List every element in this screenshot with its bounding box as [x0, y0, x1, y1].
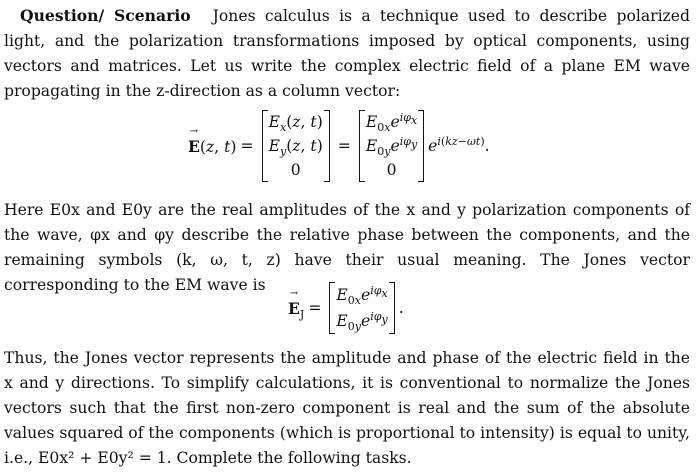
- eq2-lhs: → $E_J$: [288, 299, 304, 318]
- electric-field-equation: → E(z, t) = $E_x(z$, t) $E_y(z$, t) 0 = $E_{0x}e^{i\varphi_x}$ $E_{0y}e^{i\varphi_y}$ 0 $e^{i(kz-\omega t)}$.: [188, 108, 490, 184]
- amplitude-description-paragraph: Here E0x and E0y are the real amplitudes of the x and y polarization components of the wave, φx and φy describe the relative phase between the components, and the remaining symbols (k, ω, t, z) have their usual meaning. The Jones vector corresponding to the EM wave is: [4, 201, 690, 294]
- intro-text: Jones calculus is a technique used to describe polarized light, and the polarization transformations imposed by optical components, using vectors and matrices. Let us write the complex electric field of a plane EM wave propagating in the z-direction as a column vector:: [4, 7, 690, 100]
- field-component-matrix: [262, 110, 330, 182]
- question-heading: Question/ Scenario: [20, 6, 191, 25]
- propagation-phase: $e^{i(kz-\omega t)}$.: [428, 134, 490, 155]
- matrix-cell: $E_{0x}e^{i\varphi_x}$: [336, 283, 388, 308]
- matrix-cell: $E_x(z$, t): [268, 113, 323, 135]
- matrix-cell: $E_y(z$, t): [268, 137, 323, 159]
- matrix-cell: $E_{0x}e^{i\varphi_x}$: [365, 110, 418, 135]
- eq2-end: .: [398, 299, 404, 317]
- normalization-paragraph: Thus, the Jones vector represents the amplitude and phase of the electric field in the x and y directions. To simplify calculations, it is conventional to normalize the Jones vectors such that the first non-zero component is real and the sum of the absolute values squared of the components (which is proportional to intensity) is equal to unity, i.e., E0x² + E0y² = 1. Complete the following tasks.: [4, 349, 690, 467]
- eq1-lhs: → E(z, t): [188, 137, 237, 156]
- matrix-cell: 0: [386, 161, 397, 179]
- amplitude-phase-matrix: [359, 110, 424, 182]
- matrix-cell: 0: [290, 161, 301, 179]
- jones-vector-equation: → $E_J$ = $E_{0x}e^{i\varphi_x}$ $E_{0y}e^{i\varphi_y}$ .: [288, 280, 404, 336]
- intro-paragraph: [4, 3, 690, 104]
- matrix-cell: $E_{0y}e^{i\varphi_y}$: [365, 134, 418, 159]
- jones-vector-matrix: [329, 282, 394, 334]
- matrix-cell: $E_{0y}e^{i\varphi_y}$: [336, 309, 388, 334]
